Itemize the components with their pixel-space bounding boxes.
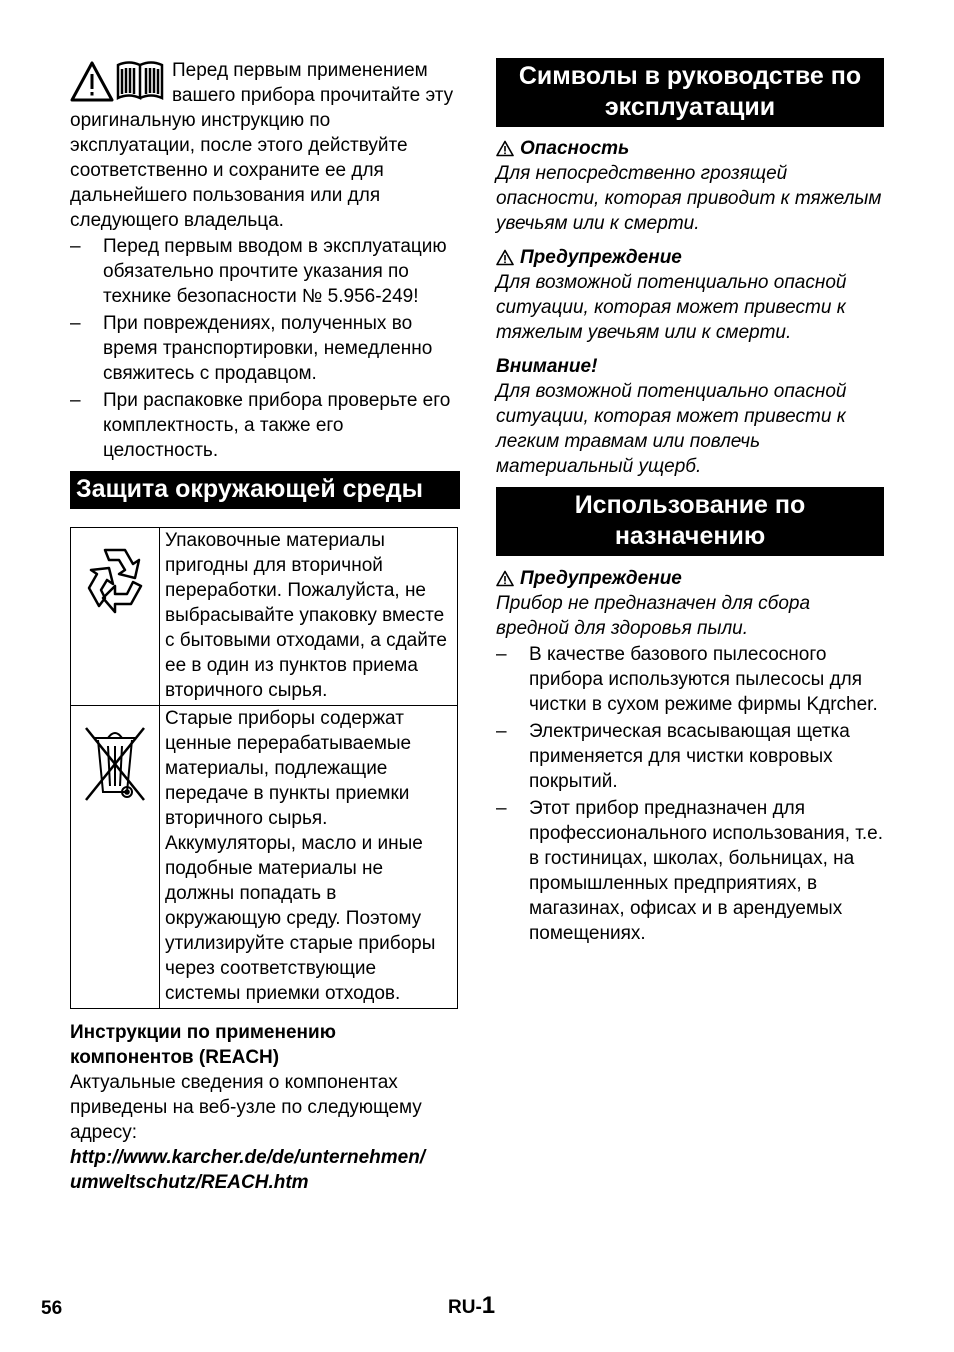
- list-item: – При повреждениях, полученных во время транспортировки, немедленно свяжитесь с продавцом.: [70, 311, 460, 386]
- list-item: – Перед первым вводом в эксплуатацию обязательно прочтите указания по технике безопасности № 5.956-249!: [70, 234, 460, 309]
- open-manual-icon: [118, 63, 162, 99]
- warning-triangle-icon: [496, 570, 514, 587]
- table-row: [71, 528, 458, 706]
- use-warning-heading: [496, 566, 884, 591]
- intro-text: Перед первым применением вашего прибора прочитайте эту оригинальную инструкцию по эксплуатации, после этого действуйте соответственно и сохраните ее для дальнейшего пользования или для следующего владельца.: [70, 60, 454, 231]
- intended-use-list: [496, 642, 884, 946]
- environment-table: [70, 527, 458, 1009]
- intro-section: [70, 58, 460, 233]
- use-warning-text: Прибор не предназначен для сбора вредной для здоровья пыли.: [496, 593, 811, 639]
- warning-triangle-icon: [496, 140, 514, 157]
- recycle-icon: [75, 540, 155, 620]
- symbols-heading: Символы в руководстве по эксплуатации: [496, 58, 884, 127]
- warning-triangle-icon: [496, 249, 514, 266]
- intended-use-heading: Использование по назначению: [496, 487, 884, 556]
- list-item: – В качестве базового пылесосного прибора используются пылесосы для чистки в сухом режиме фирмы Kдrcher.: [496, 642, 884, 717]
- left-column: [70, 58, 460, 1195]
- right-column: [496, 58, 884, 948]
- safety-notes-list: [70, 234, 460, 463]
- reach-url-line-2[interactable]: umweltschutz/REACH.htm: [70, 1172, 309, 1193]
- warning-label: Предупреждение: [520, 247, 682, 268]
- crossed-bin-icon: [80, 720, 150, 804]
- recycle-icon-cell: [71, 528, 160, 706]
- reach-text: Актуальные сведения о компонентах приведены на веб-узле по следующему адресу:: [70, 1072, 422, 1143]
- list-item: – Этот прибор предназначен для профессионального использования, т.е. в гостиницах, школах, больницах, на промышленных предприятиях, в магазинах, офисах и в арендуемых помещениях.: [496, 796, 884, 946]
- reach-url-line-1[interactable]: http://www.karcher.de/de/unternehmen/: [70, 1147, 426, 1168]
- warning-triangle-icon: [72, 63, 112, 100]
- crossed-bin-icon-cell: [71, 706, 160, 1009]
- table-row: [71, 706, 458, 1009]
- list-item: – При распаковке прибора проверьте его комплектность, а также его целостность.: [70, 388, 460, 463]
- language-code: RU-: [448, 1297, 482, 1318]
- environment-heading: Защита окружающей среды: [70, 471, 460, 509]
- use-warning-label: Предупреждение: [520, 568, 682, 589]
- caution-text: Для возможной потенциально опасной ситуации, которая может привести к легким травмам или повлечь материальный ущерб.: [496, 381, 847, 477]
- warning-manual-icons: [70, 60, 164, 104]
- section-number: 1: [481, 1292, 496, 1319]
- section-code: [448, 1293, 495, 1320]
- caution-label: Внимание!: [496, 356, 598, 377]
- old-devices-text: Старые приборы содержат ценные перерабатываемые материалы, подлежащие передаче в пункты приемки вторичного сырья. Аккумуляторы, масло и иные подобные материалы не должны попадать в окружающую среду. Поэтому утилизируйте старые приборы через соответствующие системы приемки отходов.: [160, 706, 458, 1009]
- danger-heading: [496, 136, 884, 161]
- warning-heading: [496, 245, 884, 270]
- packaging-text: Упаковочные материалы пригодны для вторичной переработки. Пожалуйста, не выбрасывайте упаковку вместе с бытовыми отходами, а сдайте ее в один из пунктов приема вторичного сырья.: [160, 528, 458, 706]
- warning-text: Для возможной потенциально опасной ситуации, которая может привести к тяжелым увечьям или к смерти.: [496, 272, 847, 343]
- danger-label: Опасность: [520, 138, 630, 159]
- page-number: 56: [41, 1298, 63, 1319]
- reach-heading: Инструкции по применению компонентов (REACH): [70, 1022, 336, 1068]
- danger-text: Для непосредственно грозящей опасности, которая приводит к тяжелым увечьям или к смерти.: [496, 163, 882, 234]
- list-item: – Электрическая всасывающая щетка применяется для чистки ковровых покрытий.: [496, 719, 884, 794]
